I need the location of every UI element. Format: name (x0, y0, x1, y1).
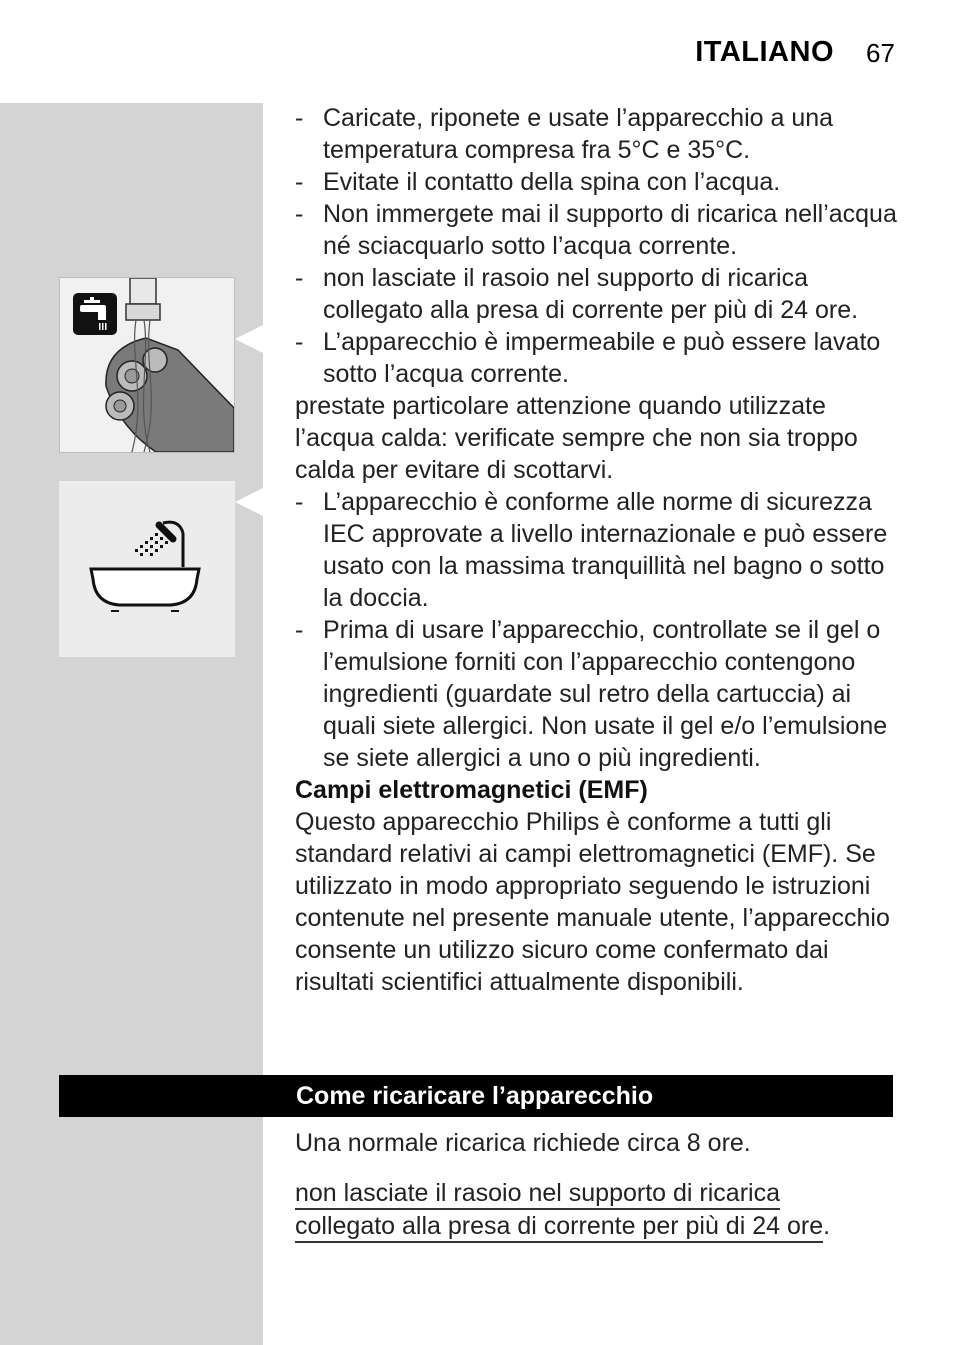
language-header: ITALIANO (695, 36, 834, 68)
warning-line-1: non lasciate il rasoio nel supporto di ricarica (295, 1178, 780, 1210)
figure-pointer-2 (235, 488, 263, 516)
charging-content (295, 1127, 899, 1243)
section-bar (59, 1075, 893, 1117)
list-item: - Non immergete mai il supporto di ricarica nell’acqua né sciacquarlo sotto l’acqua corrente. (295, 198, 899, 262)
main-content (295, 102, 899, 998)
charging-warning (295, 1177, 899, 1243)
list-item: - non lasciate il rasoio nel supporto di ricarica collegato alla presa di corrente per più di 24 ore. (295, 262, 899, 326)
emf-paragraph: Questo apparecchio Philips è conforme a tutti gli standard relativi ai campi elettromagnetici (EMF). Se utilizzato in modo appropriato seguendo le istruzioni contenute nel presente manuale utente, l’apparecchio consente un utilizzo sicuro come confermato dai risultati scientifici attualmente disponibili. (295, 808, 890, 996)
warning-period: . (823, 1212, 831, 1240)
charging-paragraph: Una normale ricarica richiede circa 8 ore. (295, 1129, 751, 1157)
list-item: - Prima di usare l’apparecchio, controllate se il gel o l’emulsione forniti con l’apparecchio contengono ingredienti (guardate sul retro della cartuccia) ai quali siete allergici. Non usate il gel e/o l’emulsione se siete allergici a uno o più ingredienti. (295, 614, 899, 774)
figure-shaver-under-tap (59, 277, 235, 453)
emf-heading: Campi elettromagnetici (EMF) (295, 776, 648, 804)
list-item: - Evitate il contatto della spina con l’acqua. (295, 166, 899, 198)
safety-list-a (295, 102, 899, 390)
list-item: - L’apparecchio è impermeabile e può essere lavato sotto l’acqua corrente. (295, 326, 899, 390)
list-item: - Caricate, riponete e usate l’apparecchio a una temperatura compresa fra 5°C e 35°C. (295, 102, 899, 166)
bath-shower-icon (59, 481, 235, 657)
safety-list-b (295, 486, 899, 774)
warning-line-2: collegato alla presa di corrente per più di 24 ore (295, 1211, 823, 1243)
hot-water-note: prestate particolare attenzione quando utilizzate l’acqua calda: verificate sempre che non sia troppo calda per evitare di scottarvi. (295, 392, 858, 484)
shaver-rinse-illustration (60, 278, 234, 452)
charging-heading: Come ricaricare l’apparecchio (296, 1082, 654, 1110)
figure-pointer-1 (235, 325, 263, 353)
figure-bath-shower (59, 481, 235, 657)
page-number: 67 (866, 38, 895, 68)
list-item: - L’apparecchio è conforme alle norme di sicurezza IEC approvate a livello internazionale e può essere usato con la massima tranquillità nel bagno o sotto la doccia. (295, 486, 899, 614)
